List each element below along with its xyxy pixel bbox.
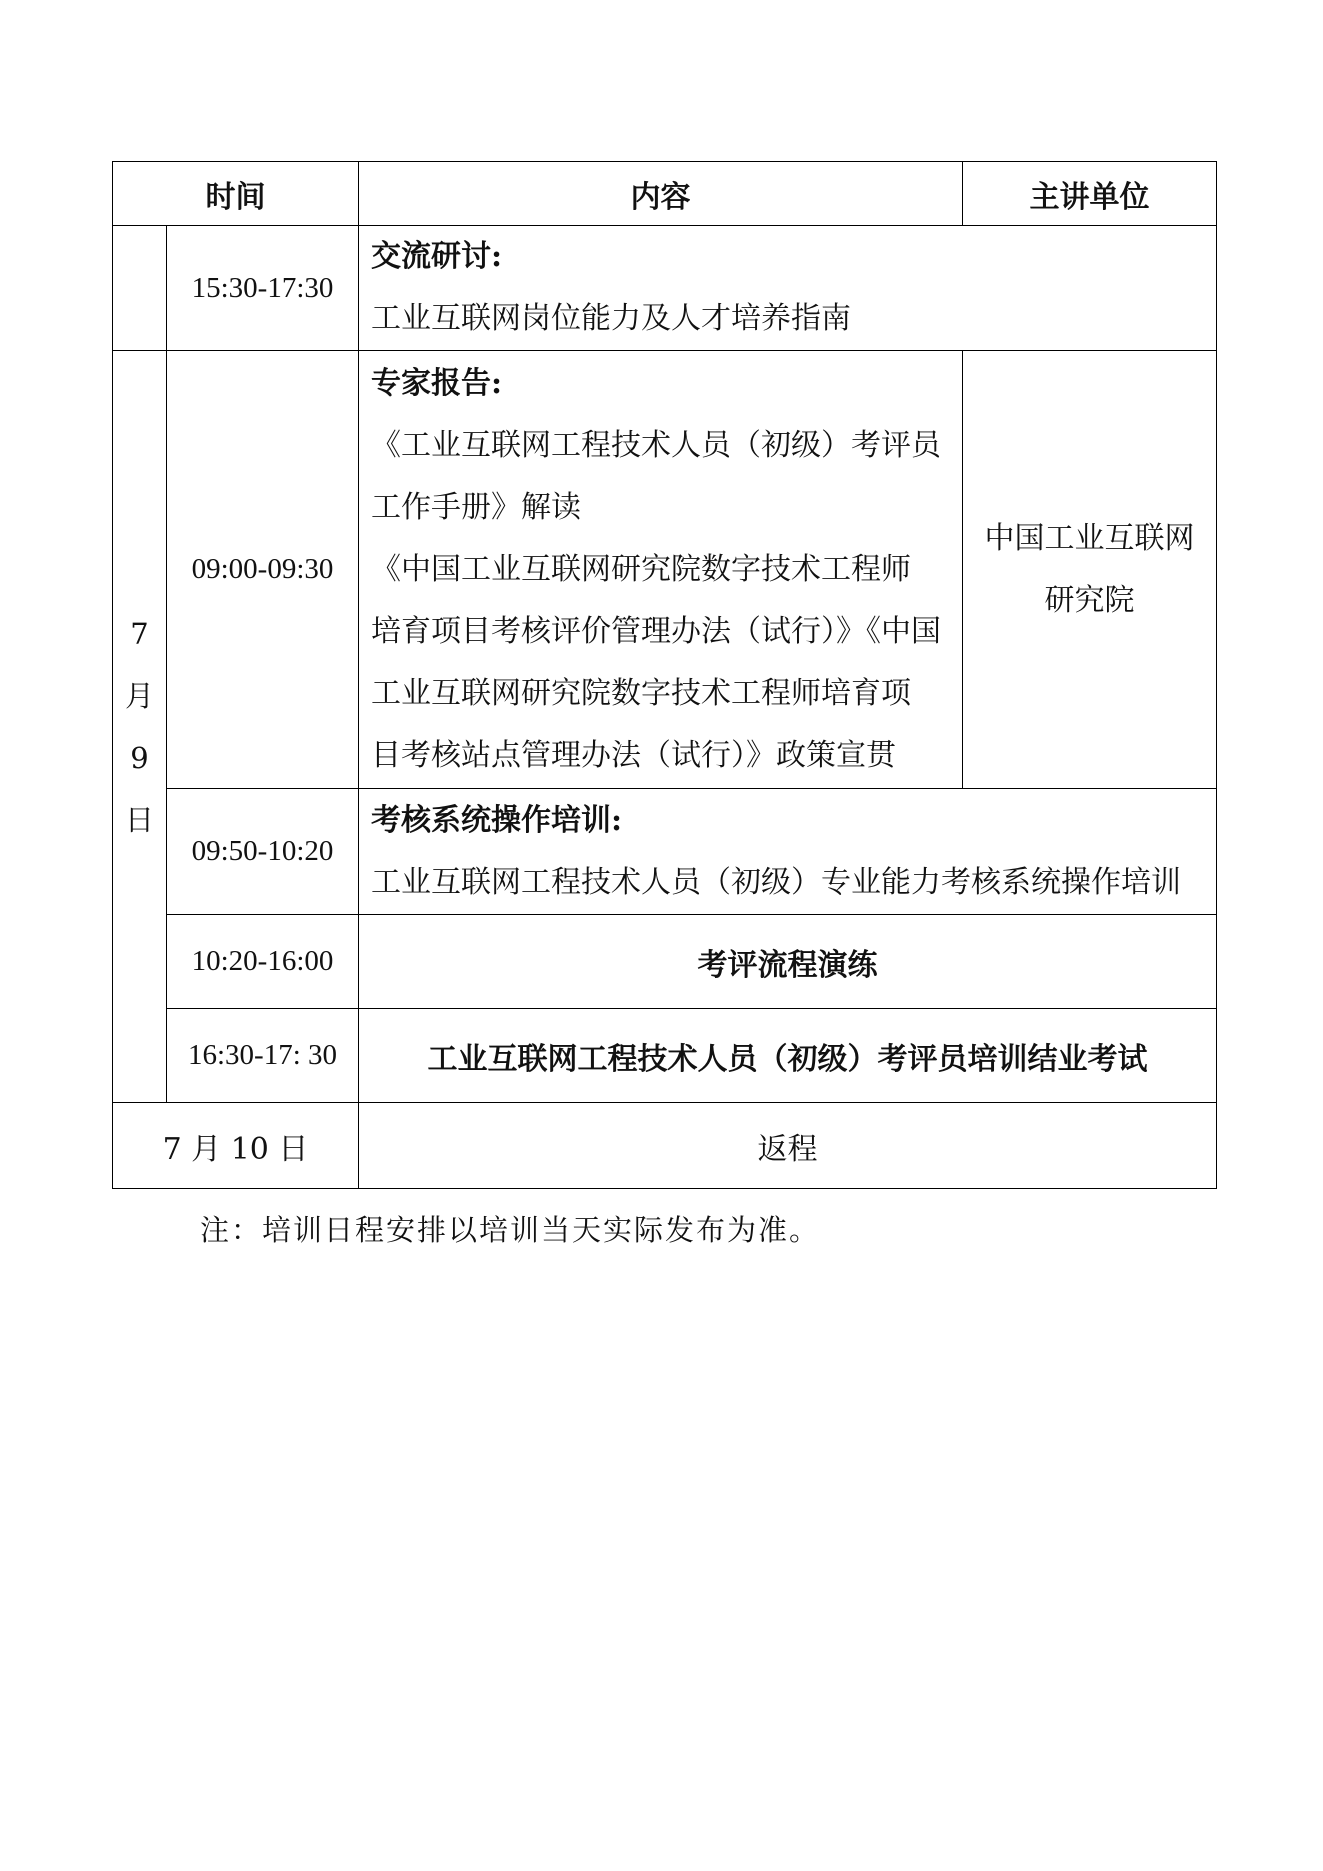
time-cell: 15:30-17:30 xyxy=(167,226,359,351)
content-cell xyxy=(359,351,963,789)
session-label: 专家报告: xyxy=(371,365,503,401)
day-cell-7-9: 7 月 9 日 xyxy=(113,351,167,1103)
session-label: 考核系统操作培训: xyxy=(371,802,623,838)
table-row xyxy=(113,1009,1217,1103)
schedule-table xyxy=(112,161,1217,1189)
session-line: 目考核站点管理办法（试行）》政策宣贯 xyxy=(371,737,896,773)
session-line: 工业互联网研究院数字技术工程师培育项 xyxy=(371,675,911,711)
table-row xyxy=(113,1103,1217,1189)
header-time: 时间 xyxy=(113,162,359,226)
header-unit: 主讲单位 xyxy=(963,162,1217,226)
session-line: 《中国工业互联网研究院数字技术工程师 xyxy=(371,551,911,587)
table-row xyxy=(113,351,1217,789)
time-cell: 09:50-10:20 xyxy=(167,789,359,915)
date-cell-7-10: 7 月 10 日 xyxy=(113,1103,359,1189)
session-line: 工业互联网工程技术人员（初级）专业能力考核系统操作培训 xyxy=(371,864,1181,900)
session-line: 《工业互联网工程技术人员（初级）考评员 xyxy=(371,427,941,463)
session-line: 工作手册》解读 xyxy=(371,489,581,525)
time-cell: 16:30-17: 30 xyxy=(167,1009,359,1103)
return-trip-cell: 返程 xyxy=(359,1103,1217,1189)
session-label: 交流研讨: xyxy=(371,239,503,274)
content-cell xyxy=(359,789,1217,915)
table-row xyxy=(113,915,1217,1009)
header-content: 内容 xyxy=(359,162,963,226)
time-cell: 10:20-16:00 xyxy=(167,915,359,1009)
table-row xyxy=(113,789,1217,915)
time-cell: 09:00-09:30 xyxy=(167,351,359,789)
session-title: 工业互联网工程技术人员（初级）考评员培训结业考试 xyxy=(359,1009,1217,1103)
session-line: 工业互联网岗位能力及人才培养指南 xyxy=(371,301,851,336)
session-title: 考评流程演练 xyxy=(359,915,1217,1009)
session-line: 培育项目考核评价管理办法（试行）》《中国 xyxy=(371,613,941,649)
table-row xyxy=(113,226,1217,351)
content-cell xyxy=(359,226,1217,351)
schedule-note: 注：培训日程安排以培训当天实际发布为准。 xyxy=(200,1213,821,1247)
table-header-row xyxy=(113,162,1217,226)
unit-cell: 中国工业互联网 研究院 xyxy=(963,351,1217,789)
day-cell-previous xyxy=(113,226,167,351)
